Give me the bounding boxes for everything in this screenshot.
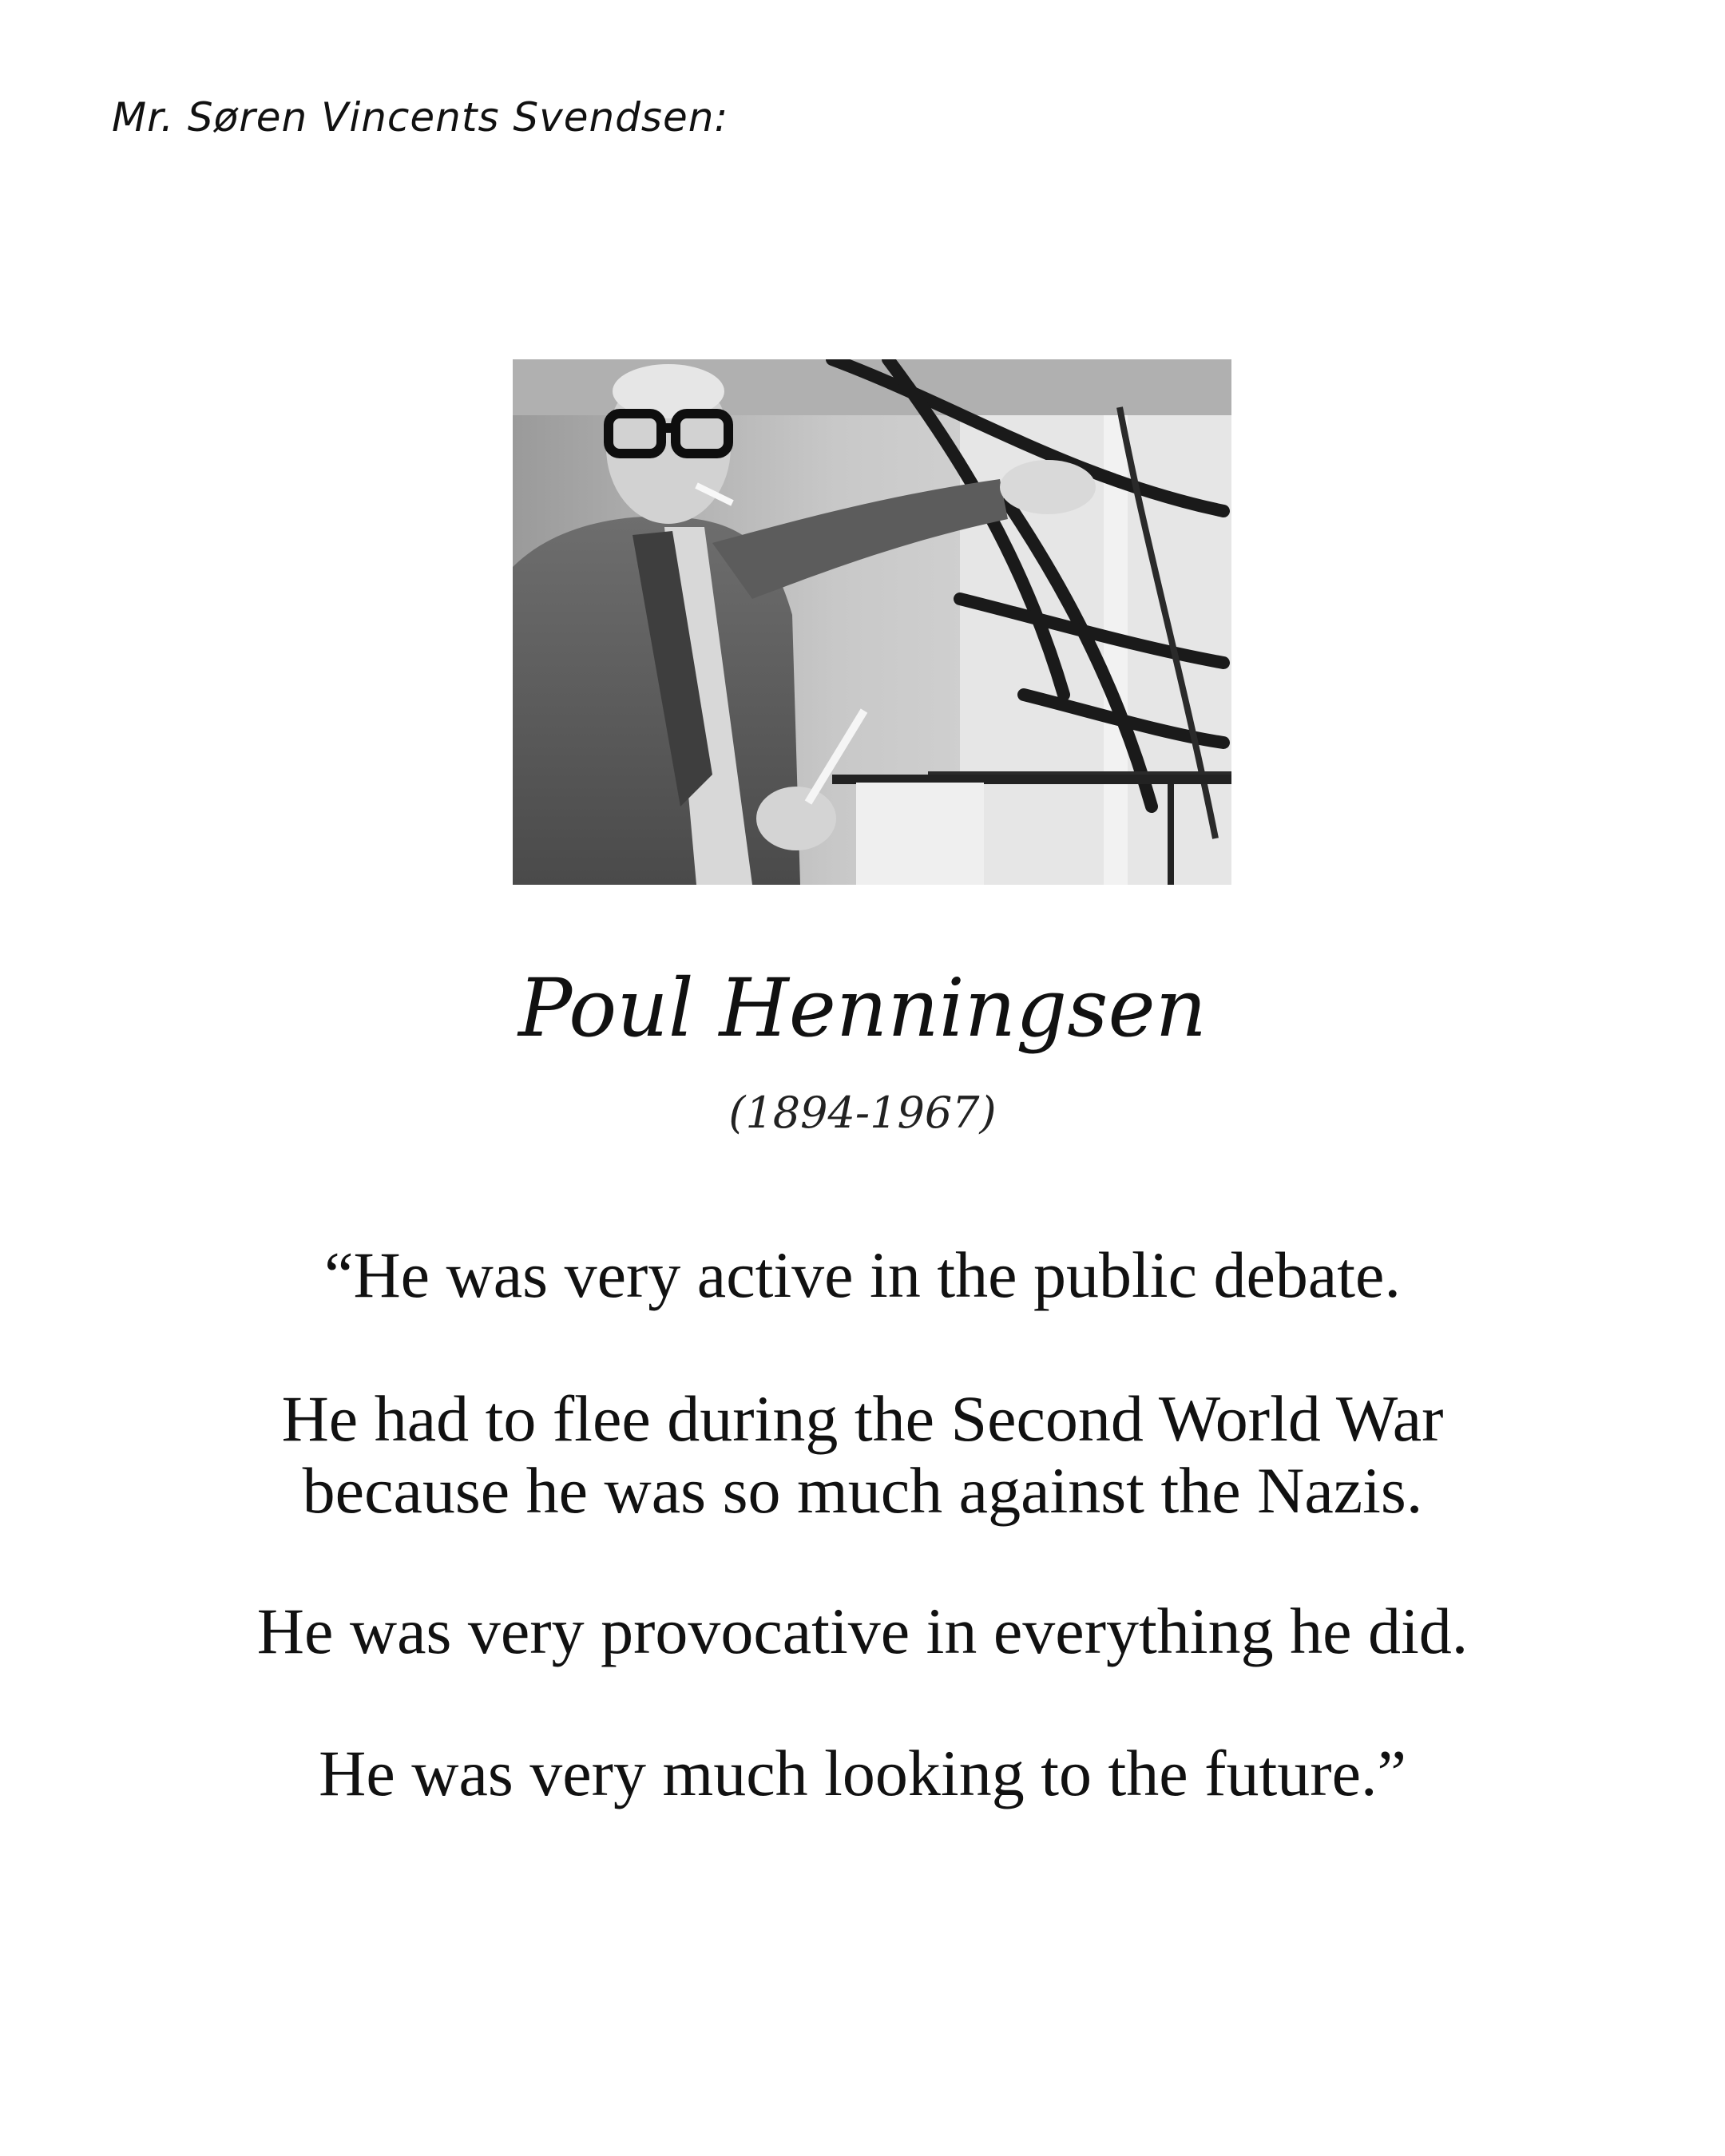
person-years: (1894-1967) [728,1088,997,1138]
quote-line: because he was so much against the Nazis. [302,1454,1423,1527]
quote-line: He was very provocative in everything he did. [256,1595,1469,1667]
portrait-photo [513,359,1231,885]
quote-line: He was very much looking to the future.” [319,1737,1406,1809]
person-name: Poul Henningsen [518,961,1208,1055]
speaker-label: Mr. Søren Vincents Svendsen: [112,94,729,141]
quote-line: “He was very active in the public debate. [324,1239,1401,1311]
quote-line: He had to flee during the Second World War [281,1382,1444,1455]
